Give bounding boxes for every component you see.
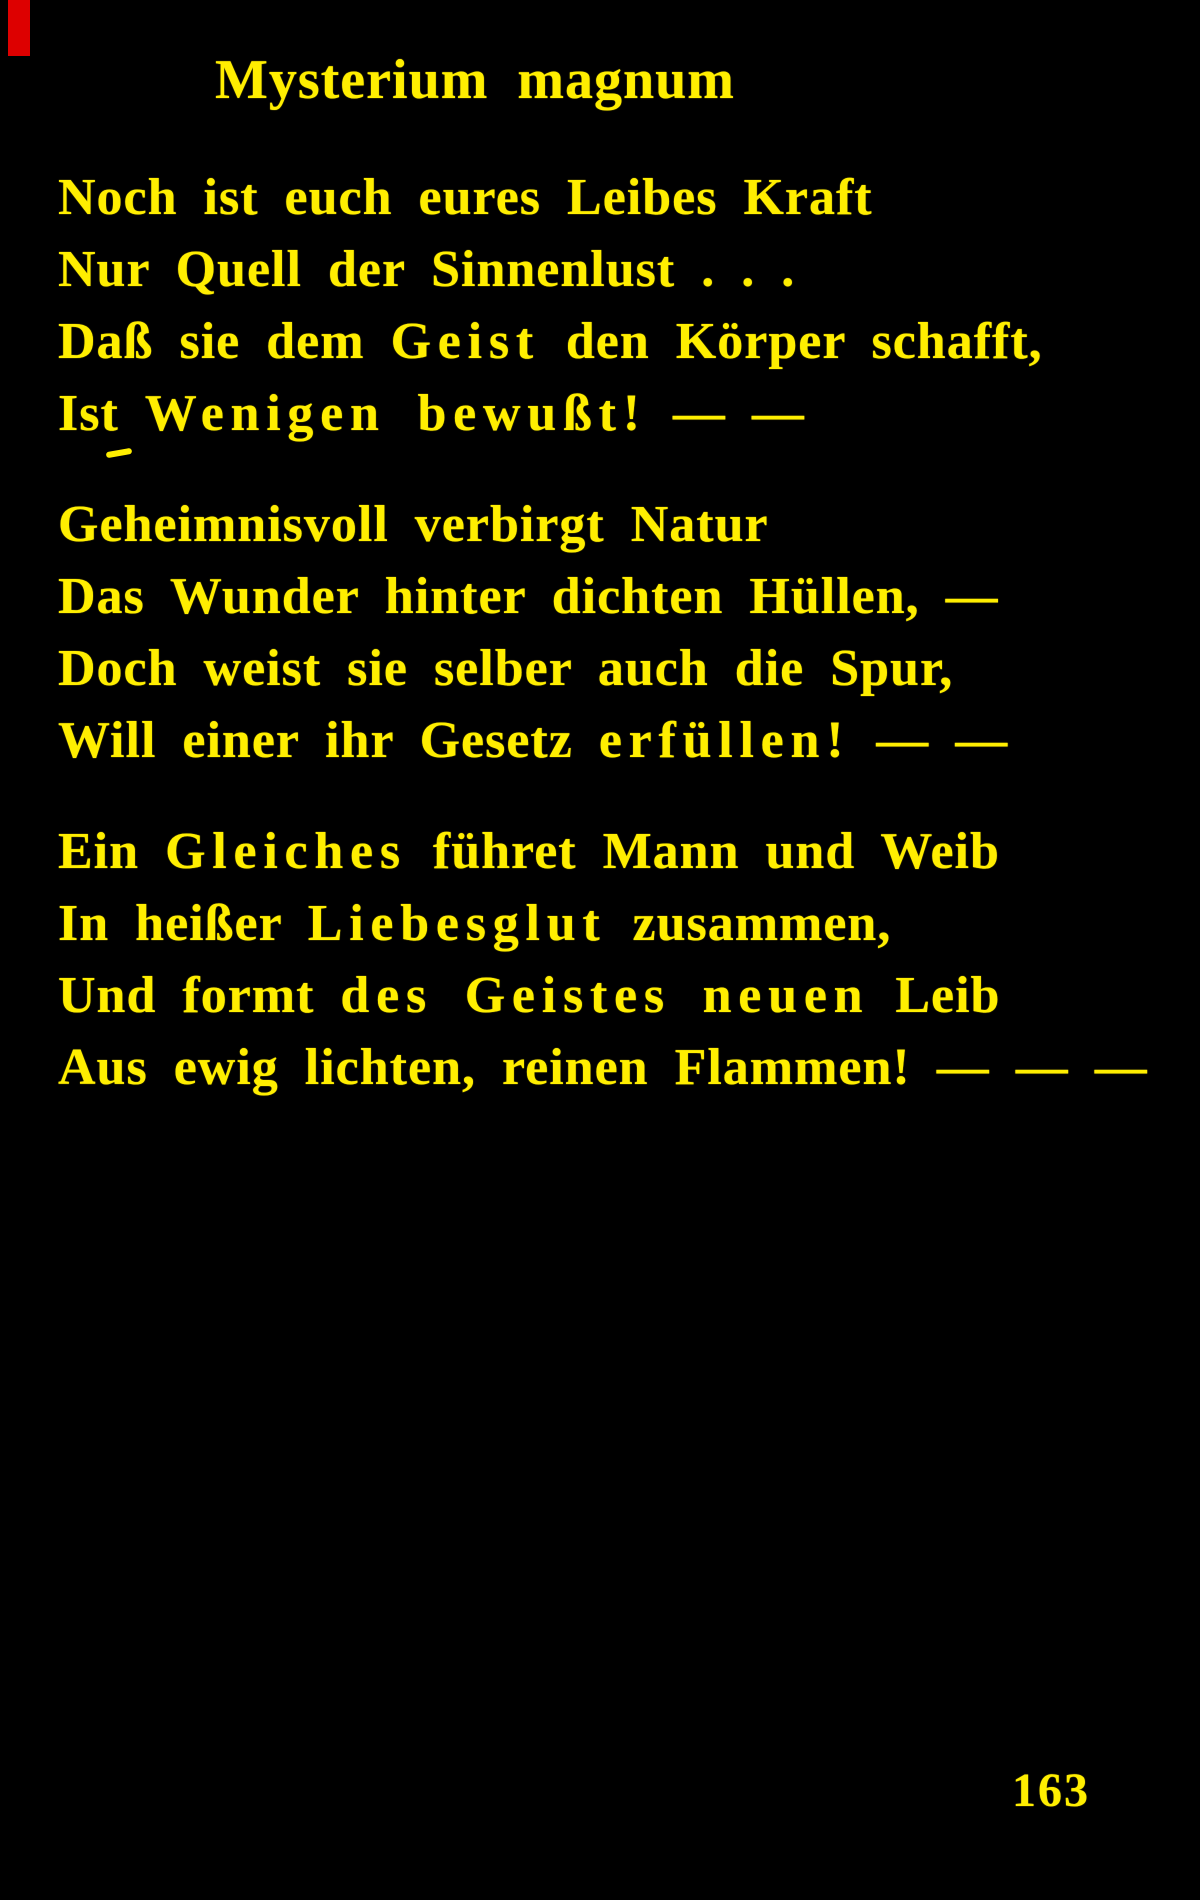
poem-segment: Nur Quell der Sinnenlust . . . — [58, 241, 796, 298]
poem-segment: zusammen, — [606, 895, 892, 952]
poem-segment: den Körper schafft, — [539, 313, 1043, 370]
poem-line — [58, 306, 1043, 378]
poem-segment: — — — [850, 712, 1009, 769]
poem-line — [58, 378, 1043, 450]
poem-segment: — — — [646, 385, 805, 442]
poem-segment-emphasized: Geist — [390, 313, 540, 370]
poem-segment-emphasized: erfüllen! — [598, 712, 851, 769]
poem-segment: In heißer — [58, 895, 308, 952]
page-number: 163 — [1012, 1764, 1090, 1817]
poem-line — [58, 960, 1148, 1032]
poem-line — [58, 888, 1148, 960]
poem-stanza-1 — [58, 162, 1043, 450]
poem-line — [58, 816, 1148, 888]
poem-segment: Ist — [58, 385, 145, 442]
poem-segment: Daß sie dem — [58, 313, 391, 370]
poem-segment-emphasized: Liebesglut — [307, 895, 607, 952]
poem-segment: Doch weist sie selber auch die Spur, — [58, 640, 954, 697]
poem-line — [58, 561, 1008, 633]
poem-stanza-3 — [58, 816, 1148, 1104]
poem-line — [58, 489, 1008, 561]
poem-segment-emphasized: des Geistes neuen — [340, 967, 870, 1024]
poem-segment: Geheimnisvoll verbirgt Natur — [58, 496, 769, 553]
poem-line — [58, 1032, 1148, 1104]
page-title: Mysterium magnum — [215, 49, 735, 111]
poem-segment: Ein — [58, 823, 166, 880]
poem-line — [58, 705, 1008, 777]
poem-segment: führet Mann und Weib — [406, 823, 1000, 880]
poem-line — [58, 633, 1008, 705]
poem-segment: Das Wunder hinter dichten Hüllen, — — [58, 568, 999, 625]
poem-line — [58, 234, 1043, 306]
poem-segment: Und formt — [58, 967, 341, 1024]
poem-stanza-2 — [58, 489, 1008, 777]
poem-segment: Aus ewig lichten, reinen Flammen! — — — — [58, 1039, 1148, 1096]
poem-segment: Noch ist euch eures Leibes Kraft — [58, 169, 873, 226]
scan-artifact-red-bar — [8, 0, 30, 56]
poem-segment-emphasized: Wenigen bewußt! — [144, 385, 647, 442]
poem-segment: Leib — [869, 967, 1001, 1024]
poem-segment: Will einer ihr Gesetz — [58, 712, 599, 769]
poem-line — [58, 162, 1043, 234]
poem-segment-emphasized: Gleiches — [165, 823, 407, 880]
